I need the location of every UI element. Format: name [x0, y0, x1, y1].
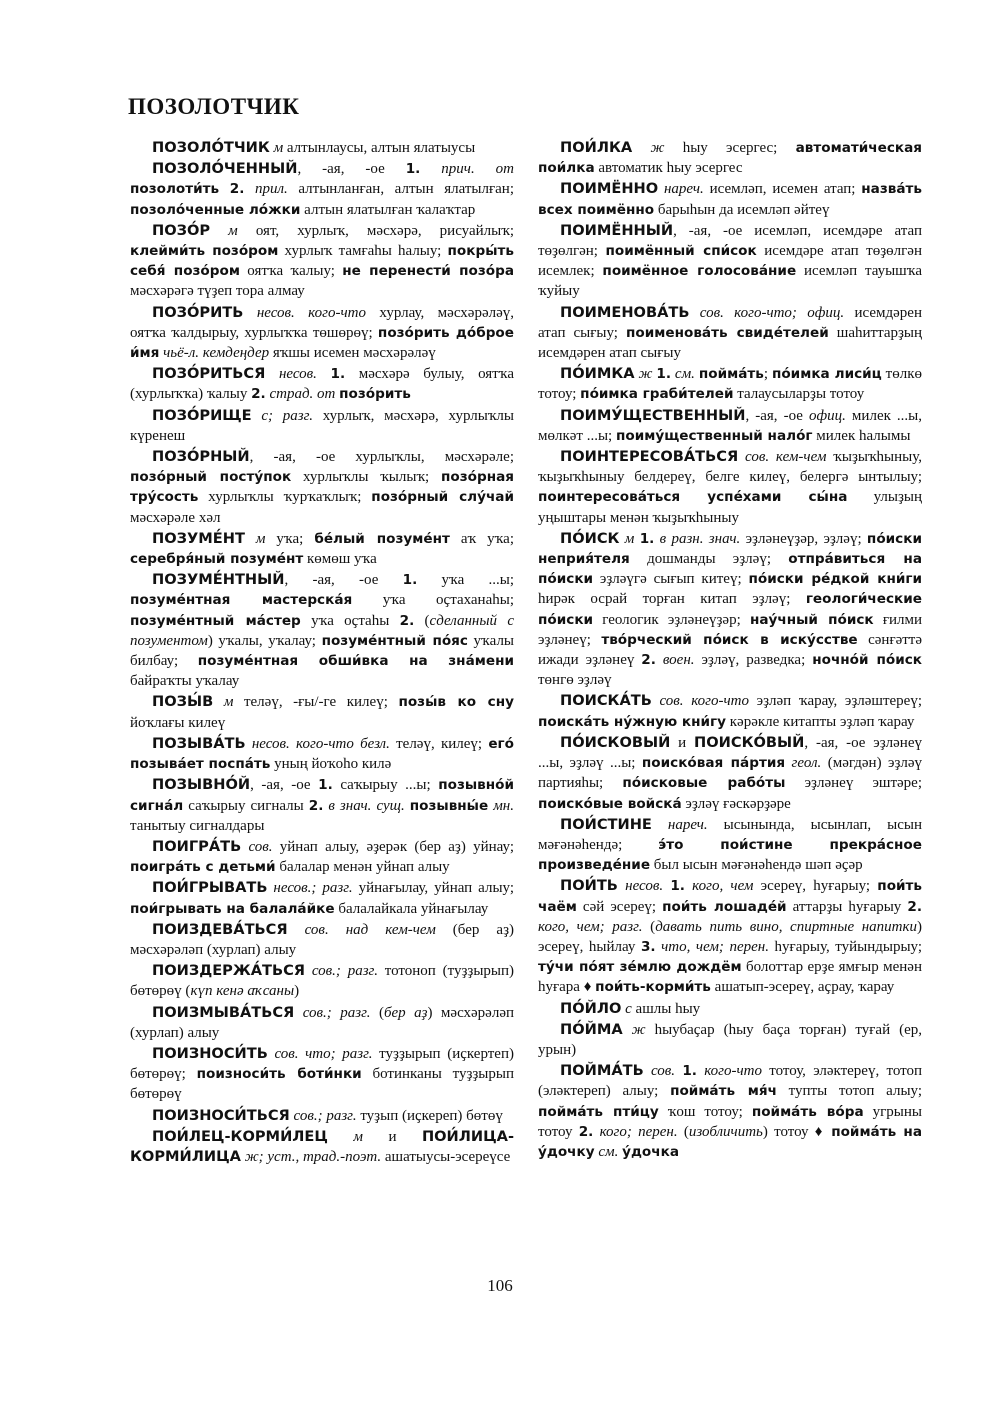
translation-text: мәсхәрә булыу, оятҡа (хурлыҡҡа) ҡалыу [130, 366, 514, 403]
grammar-label: в разн. знач. [654, 530, 741, 547]
translation-text: саҡырыу ...ы; [332, 777, 439, 794]
right-column [538, 138, 922, 1163]
example-phrase: ту́чи по́ят зе́млю дождём [538, 959, 742, 976]
example-phrase: позолоти́ть [130, 181, 220, 198]
translation-text: тотоноп (туҙҙырып) бөтөрөү ( [130, 963, 514, 1000]
example-phrase: позуме́нтный ма́стер [130, 612, 301, 629]
translation-text: мәсхәрәгә түҙеп тора алмау [130, 283, 305, 300]
example-phrase: покры́ть себя́ позо́ром [130, 243, 514, 280]
grammar-label: сов. [643, 1063, 676, 1080]
headword: ПОЗО́Р [152, 221, 211, 239]
translation-text: уйнап алыу, әҙерәк (бер аҙ) уйнау; [272, 838, 514, 855]
grammar-label: ж [632, 140, 665, 156]
example-phrase: позо́рная тру́сость [130, 469, 514, 506]
headword: ПОИ́ТЬ [560, 877, 618, 895]
headword: ПОИ́ГРЫВАТЬ [152, 879, 268, 897]
grammar-label: кого, чем [684, 878, 754, 895]
example-phrase: позо́рить [339, 386, 411, 403]
headword: ПОИ́ЛИЦА-КОРМИ́ЛИЦА [130, 1127, 514, 1165]
grammar-label: изобличить [688, 1123, 763, 1140]
translation-text: болоттар ерҙе ямғыр менән һуғара ♦ [538, 959, 922, 996]
headword: ПОЙМА́ТЬ [560, 1062, 644, 1080]
dictionary-entry [538, 529, 922, 691]
headword: ПОИМЁННО [560, 180, 659, 198]
translation-text: ғилми эҙләнеү; [538, 611, 923, 648]
example-phrase: по́имка граби́телей [580, 386, 734, 403]
example-phrase: геологи́ческие по́иски [538, 591, 922, 628]
translation-text: исемләп, исемен атап; [703, 181, 862, 198]
grammar-label: сов.; разг. [305, 963, 378, 980]
grammar-label: сов. кого-что; офиц. [689, 304, 845, 321]
grammar-label: с [621, 1000, 632, 1017]
translation-text: тотоу, эләктереү, тотоп (эләктереп) алыу; [538, 1063, 923, 1100]
headword: ПОИЗНОСИ́ТЬСЯ [152, 1106, 290, 1124]
headword: ПО́ЙЛО [560, 999, 622, 1017]
dictionary-entry [130, 159, 514, 220]
example-phrase: пои́ть-корми́ть [595, 979, 711, 996]
example-phrase: поиска́ть ну́жную кни́гу [538, 713, 727, 730]
example-phrase: поимённое голосова́ние [602, 263, 797, 280]
grammar-label: м [244, 530, 266, 547]
grammar-label: сов. кого-что [651, 693, 749, 710]
translation-text: яҡшы исемен мәсхәрәләү [269, 345, 436, 362]
headword: ПОИ́ЛЕЦ-КОРМИ́ЛЕЦ [152, 1127, 328, 1145]
translation-text: исемдәрен атап сығыу; [538, 304, 922, 341]
grammar-label: мн. [488, 797, 514, 814]
headword: ПОЗО́РИТЬСЯ [152, 365, 266, 383]
headword: ПОИСКА́ТЬ [560, 692, 652, 710]
example-phrase: отпра́виться на по́иски [538, 551, 922, 588]
headword: ПОИ́СТИНЕ [560, 815, 652, 833]
translation-text: балалар менән уйнап алыу [275, 859, 450, 876]
example-phrase: тво́рческий по́иск в иску́сстве [601, 631, 858, 648]
translation-text: теләү, -ғы/-ге килеү; [233, 694, 399, 711]
dictionary-entry [538, 876, 922, 997]
dictionary-entry [130, 775, 514, 836]
translation-text: һыубаҫар (һыу баҫа торған) туғай (ер, урын) [538, 1021, 923, 1058]
grammar-label: в знач. сущ. [323, 797, 405, 814]
dictionary-entry [130, 406, 514, 446]
translation-text: ашатып-эсереү, аҫрау, ҡарау [710, 979, 895, 996]
translation-text: балалайкала уйнағылау [334, 900, 489, 917]
headword: ПОЗО́РИЩЕ [152, 406, 252, 424]
translation-text: ҡыҙыҡһыныу, ҡыҙыҡһыныу белдереү, белге килеү, белергә ынтылыу; [538, 449, 922, 486]
translation-text: улыҙың уңыштары менән ҡыҙыҡһыныу [538, 489, 923, 526]
grammar-label: сов. кем-чем [738, 449, 827, 466]
grammar-label: нареч. [651, 816, 708, 833]
example-phrase: 2. [251, 386, 266, 403]
grammar-label: сделанный с позументом [130, 612, 514, 649]
translation-text: милек һалымы [812, 427, 911, 444]
dictionary-entry [130, 1003, 514, 1043]
example-phrase: 3. [640, 938, 656, 955]
headword: ПОЗУМЕ́НТНЫЙ [152, 571, 285, 589]
example-phrase: нау́чный по́иск [749, 611, 874, 628]
dictionary-entry [538, 1061, 922, 1162]
translation-text: уҡа ...ы; [417, 572, 514, 589]
grammar-label: сов.; разг. [289, 1107, 357, 1124]
example-phrase: поиско́вые войска́ [538, 795, 682, 812]
dictionary-entry [538, 364, 922, 404]
dictionary-entry [538, 815, 922, 876]
headword: ПОИМУ́ЩЕСТВЕННЫЙ [560, 406, 746, 424]
translation-text: , -ая, -ое эҙләнеү ...ы, эҙләү ...ы; [538, 734, 922, 772]
translation-text: ашатыусы-эсереүсе [381, 1148, 511, 1165]
translation-text: , -ая, -ое [284, 572, 403, 589]
example-phrase: 1. [656, 366, 672, 383]
translation-text: тупты тотоп алыу; [776, 1083, 922, 1100]
translation-text: , -ая, -ое исемләп, исемдәре атап төҙөлгән; [538, 222, 922, 260]
headword: ПО́ИСК [560, 529, 620, 547]
translation-text: талаусыларҙы тотоу [733, 386, 865, 403]
translation-text: эҙләүгә сығып китеү; [593, 571, 749, 588]
grammar-label: прил. [244, 181, 288, 198]
example-phrase: позуме́нтный по́яс [321, 632, 468, 649]
grammar-label: см. [594, 1143, 619, 1160]
dictionary-entry [538, 999, 922, 1019]
translation-text: оят, хурлыҡ, мәсхәрә, рисуайлыҡ; [237, 222, 514, 239]
dictionary-entry [130, 1044, 514, 1105]
example-phrase: э́то пои́стине прекра́сное произведе́ние [538, 836, 922, 874]
headword: ПОИ́ЛКА [560, 139, 633, 156]
headword: ПОЗО́РИТЬ [152, 303, 244, 321]
translation-text: алтынланған, алтын ялатылған; [287, 181, 514, 198]
dictionary-entry [130, 734, 514, 774]
example-phrase: 2. [229, 181, 245, 198]
translation-text: аттарҙы һуғарыу [786, 898, 908, 915]
grammar-label: нареч. [658, 181, 704, 198]
translation-text: эҙләнеүҙәр, эҙләү; [740, 530, 867, 547]
example-phrase: поигра́ть с детьми́ [130, 859, 276, 876]
grammar-label: сов. [241, 838, 273, 855]
grammar-label: воен. [655, 652, 695, 669]
translation-text: ) [294, 983, 300, 1000]
translation-text: хурлыҡ тамғаһы һалыу; [278, 243, 448, 260]
headword: ПО́ИМКА [560, 365, 635, 383]
translation-text: һуғарыу, туйындырыу; [769, 938, 922, 955]
translation-text: эсереү, һуғарыу; [753, 878, 878, 895]
example-phrase: поиско́вая па́ртия [641, 755, 786, 772]
translation-text: ( [677, 1123, 689, 1140]
grammar-label: ж [622, 1021, 646, 1038]
translation-text: теләү, килеү; [389, 735, 489, 752]
grammar-label: м [269, 140, 284, 156]
headword: ПО́ИСКОВЫЙ [560, 733, 671, 751]
example-phrase: 1. [670, 878, 685, 895]
translation-text: ботинканы туҙҙырып бөтөрөү [130, 1066, 514, 1103]
example-phrase: пои́грывать на балала́йке [130, 900, 335, 917]
grammar-label: м [619, 530, 635, 547]
grammar-label: офиц. [808, 407, 846, 424]
example-phrase: пойма́ть во́ра [751, 1103, 864, 1120]
dictionary-entry [538, 1020, 922, 1060]
translation-text: туҙҙырып (иҫкертеп) бөтөрөү; [130, 1045, 514, 1083]
example-phrase: 1. [318, 777, 333, 794]
translation-text: ( [370, 1004, 384, 1021]
dictionary-entry [538, 138, 922, 178]
translation-text: төлкө тотоу; [538, 366, 923, 403]
headword: ПОИЗНОСИ́ТЬ [152, 1044, 268, 1062]
translation-text: һирәк осрай торған китап эҙләү; [538, 591, 806, 608]
grammar-label: несов. [265, 366, 317, 383]
translation-text: сәнғәттә ижади эҙләнеү [538, 631, 923, 669]
example-phrase: пойма́ть на у́дочку [538, 1123, 922, 1160]
grammar-label: ж; уст., трад.-поэт. [240, 1148, 382, 1165]
dictionary-entry [130, 364, 514, 404]
headword: ПОЗОЛО́ТЧИК [152, 139, 270, 156]
example-phrase: 1. [402, 572, 418, 589]
headword: ПОИЗДЕВА́ТЬСЯ [152, 920, 288, 938]
example-phrase: 1. [682, 1063, 697, 1080]
translation-text: был ысын мәғәнәһендә шәп әҫәр [650, 857, 863, 874]
example-phrase: поиму́щественный нало́г [615, 427, 813, 444]
translation-text: и [670, 734, 695, 751]
translation-text: йоҡлағы килеү [130, 714, 226, 731]
translation-text: , -ая, -ое хурлыҡлы, мәсхәрәле; [249, 449, 514, 466]
translation-text: байраҡты уҡалау [130, 673, 240, 690]
headword: ПО́ЙМА [560, 1020, 623, 1038]
grammar-label: ж [634, 366, 653, 383]
grammar-label: м [327, 1128, 363, 1145]
example-phrase: назва́ть всех поимённо [538, 181, 922, 218]
example-phrase: по́имка лиси́ц [771, 366, 882, 383]
translation-text: эҙләү ғәскәрҙәре [681, 795, 791, 812]
headword: ПОИЗДЕРЖА́ТЬСЯ [152, 962, 306, 980]
example-phrase: клейми́ть позо́ром [130, 243, 279, 260]
translation-text: угрыны тотоу [538, 1103, 922, 1140]
translation-text: исемләп тауышҡа ҡуйыу [538, 263, 922, 300]
translation-text: туҙып (иҫкереп) бөтөү [356, 1107, 503, 1124]
headword: ПОЗО́РНЫЙ [152, 448, 250, 466]
translation-text: ) мәсхәрәләп (хурлап) алыу [130, 1004, 515, 1041]
example-phrase: 2. [399, 612, 415, 629]
dictionary-entry [130, 529, 514, 569]
example-phrase: позывно́й сигна́л [130, 777, 514, 814]
example-phrase: позоло́ченные ло́жки [130, 201, 301, 218]
dictionary-entry [130, 1127, 514, 1167]
grammar-label: см. [671, 366, 695, 383]
dictionary-entry [130, 961, 514, 1001]
dictionary-entry [130, 570, 514, 691]
translation-text: саҡырыу сигналы [183, 797, 309, 814]
dictionary-entry [130, 447, 514, 528]
translation-text: (мәгдән) эҙләү партияһы; [538, 755, 923, 792]
example-phrase: пойма́ть [698, 366, 764, 383]
example-phrase: пои́ть чаём [538, 878, 923, 915]
example-phrase: его́ позыва́ет поспа́ть [130, 735, 514, 773]
translation-text: , -ая, -ое [297, 161, 406, 178]
translation-text: и [362, 1128, 422, 1145]
grammar-label: кого, чем; разг. [538, 918, 643, 935]
example-phrase: пойма́ть пти́цу [538, 1103, 659, 1120]
grammar-label: геол. [785, 755, 822, 772]
translation-text: ) уҡалы, уҡалау; [207, 632, 322, 649]
grammar-label: бер аҙ [383, 1004, 428, 1021]
translation-text: мәсхәрәле хәл [130, 509, 221, 526]
grammar-label: м [210, 222, 238, 239]
headword: ПОЗЫ́В [152, 693, 214, 711]
example-phrase: ночно́й по́иск [812, 652, 923, 669]
translation-text: , -ая, -ое [250, 777, 319, 794]
translation-text [317, 366, 331, 382]
grammar-label: несов. кого-что безл. [245, 735, 390, 752]
translation-text: исемдәре атап төҙөлгән исемлек; [538, 243, 922, 280]
example-phrase: 2. [578, 1123, 594, 1140]
translation-text: геологик эҙләнеүҙәр; [593, 611, 750, 628]
translation-text: кәрәкле китапты эҙләп ҡарау [726, 713, 915, 730]
example-phrase: у́дочка [622, 1143, 680, 1160]
translation-text: оятҡа ҡалыу; [239, 263, 343, 280]
dictionary-entry [130, 920, 514, 960]
example-phrase: поизноси́ть боти́нки [196, 1066, 362, 1083]
translation-text: (бер аҙ) мәсхәрәләп (хурлап) алыу [130, 921, 514, 958]
translation-text: танытыу сигналдары [130, 817, 265, 834]
headword: ПОИГРА́ТЬ [152, 837, 242, 855]
translation-text: аҡ уҡа; [449, 530, 514, 547]
translation-text: эҙләп ҡарау, эҙләштереү; [749, 693, 922, 710]
example-phrase: 2. [308, 797, 324, 814]
translation-text: уҡа оҫтаһы [300, 612, 400, 629]
translation-text: уҡа оҫтаханаһы; [352, 592, 514, 609]
translation-text: ҡош тотоу; [658, 1103, 752, 1120]
headword: ПОЗЫВНО́Й [152, 776, 251, 794]
translation-text: ( [642, 918, 656, 935]
example-phrase: 1. [405, 161, 421, 178]
example-phrase: 1. [330, 366, 346, 383]
grammar-label: кого; перен. [593, 1123, 678, 1140]
example-phrase: по́исковые рабо́ты [622, 775, 786, 792]
example-phrase: позывны́е [409, 797, 489, 814]
translation-text [219, 181, 230, 197]
example-phrase: не перенести́ позо́ра [342, 263, 514, 280]
translation-text: милек ...ы, мөлкәт ...ы; [538, 407, 923, 444]
translation-text: алтынлаусы, алтын ялатыусы [283, 140, 476, 156]
grammar-label: давать пить вино, спиртные напитки [655, 918, 918, 935]
grammar-label: с; разг. [251, 407, 314, 424]
example-phrase: позо́рный слу́чай [371, 489, 514, 506]
grammar-label: несов. кого-что [243, 304, 366, 321]
example-phrase: пои́ть лошаде́й [662, 898, 787, 915]
dictionary-entry [538, 179, 922, 219]
example-phrase: по́иски ре́дкой кни́ги [748, 571, 922, 588]
example-phrase: поинтересова́ться успе́хами сы́на [538, 489, 848, 506]
grammar-label: сов. над кем-чем [287, 921, 436, 938]
translation-text: эҙләү, разведка; [694, 652, 813, 669]
example-phrase: 2. [907, 898, 922, 915]
example-phrase: позуме́нтная обши́вка на зна́мени [197, 653, 514, 670]
translation-text: хурлыҡ, мәсхәрә, хурлыҡлы күренеш [130, 407, 514, 444]
grammar-label: күп кенә аҡсаны [190, 983, 295, 1000]
example-phrase: поимённый спи́сок [605, 243, 757, 260]
grammar-label: несов.; разг. [267, 880, 353, 897]
dictionary-entry [538, 406, 922, 446]
translation-text: ) эсереү, һыйлау [538, 918, 923, 955]
dictionary-entry [130, 837, 514, 877]
grammar-label: прич. от [420, 161, 514, 178]
translation-text: уҡалы билбау; [130, 632, 515, 670]
translation-text: уҡа; [265, 530, 315, 547]
grammar-label: м [213, 694, 234, 711]
translation-text: ; [763, 366, 772, 383]
dictionary-entry [130, 692, 514, 732]
grammar-label: сов. что; разг. [267, 1045, 373, 1062]
example-phrase: 2. [641, 652, 656, 669]
example-phrase: пойма́ть мя́ч [670, 1083, 777, 1100]
dictionary-entry [130, 221, 514, 302]
translation-text: хурлыҡлы ҡылыҡ; [291, 469, 441, 486]
translation-text: автоматик һыу эсергес [594, 160, 743, 177]
running-head: ПОЗОЛОТЧИК [128, 94, 300, 119]
dictionary-entry [130, 878, 514, 918]
example-phrase: позо́рить до́брое и́мя [130, 324, 514, 362]
translation-text: ) тотоу ♦ [762, 1123, 832, 1140]
dictionary-entry [538, 733, 922, 814]
translation-text: уның йоҡоһо килә [270, 756, 392, 773]
translation-text: ( [414, 612, 430, 629]
headword: ПОИМЁННЫЙ [560, 221, 674, 239]
example-phrase: позы́в ко сну [398, 694, 514, 711]
dictionary-entry [130, 303, 514, 364]
translation-text: уйнағылау, уйнап алыу; [352, 880, 515, 897]
translation-text: ашлы һыу [631, 1000, 701, 1017]
grammar-label: что, чем; перен. [655, 938, 769, 955]
headword: ПОИСКО́ВЫЙ [694, 733, 805, 751]
headword: ПОИНТЕРЕСОВА́ТЬСЯ [560, 448, 739, 466]
example-phrase: серебря́ный позуме́нт [130, 551, 304, 568]
left-column [130, 138, 514, 1168]
translation-text: хурлыҡлы ҡурҡаҡлыҡ; [198, 489, 372, 506]
headword: ПОЗОЛО́ЧЕННЫЙ [152, 160, 298, 178]
dictionary-entry [130, 138, 514, 158]
translation-text: сәй эсереү; [576, 898, 663, 915]
grammar-label: кого-что [696, 1063, 762, 1080]
headword: ПОЗЫВА́ТЬ [152, 734, 246, 752]
dictionary-entry [538, 303, 922, 364]
example-phrase: позуме́нтная мастерска́я [130, 592, 353, 609]
grammar-label: несов. [617, 878, 664, 895]
grammar-label: чьё-л. кемдеңдер [159, 345, 270, 362]
translation-text: төнгө эҙләү [538, 672, 612, 689]
translation-text: барыһын да исемләп әйтеү [654, 201, 830, 218]
example-phrase: поименова́ть свиде́телей [626, 324, 829, 341]
translation-text: дошманды эҙләү; [629, 551, 789, 568]
example-phrase: автомати́ческая пои́лка [538, 140, 923, 177]
example-phrase: позо́рный посту́пок [130, 469, 292, 486]
example-phrase: по́иски неприя́теля [538, 530, 922, 568]
headword: ПОИЗМЫВА́ТЬСЯ [152, 1003, 295, 1021]
translation-text: шаһиттарҙың исемдәрен атап сығыу [538, 324, 923, 362]
dictionary-entry [538, 691, 922, 731]
grammar-label: страд. от [265, 386, 336, 403]
translation-text: ысынында, ысынлап, ысын мәғәнәһендә; [538, 816, 922, 853]
translation-text: хурлау, мәсхәрәләү, оятҡа ҡалдырыу, хурлыҡҡа төшөрөү; [130, 304, 514, 341]
headword: ПОИМЕНОВА́ТЬ [560, 303, 690, 321]
translation-text: алтын ялатылған ҡалаҡтар [300, 201, 476, 218]
dictionary-entry [538, 221, 922, 302]
translation-text: эҙләнеү эштәре; [785, 775, 923, 792]
grammar-label: сов.; разг. [294, 1004, 371, 1021]
example-phrase: 1. [639, 530, 655, 547]
headword: ПОЗУМЕ́НТ [152, 529, 245, 547]
translation-text: һыу эсергес; [664, 140, 796, 156]
dictionary-entry [538, 447, 922, 528]
example-phrase: бе́лый позуме́нт [314, 530, 450, 547]
translation-text: көмөш уҡа [303, 551, 377, 568]
dictionary-entry [130, 1106, 514, 1126]
translation-text: , -ая, -ое [745, 407, 809, 424]
page-number: 106 [487, 1276, 513, 1295]
